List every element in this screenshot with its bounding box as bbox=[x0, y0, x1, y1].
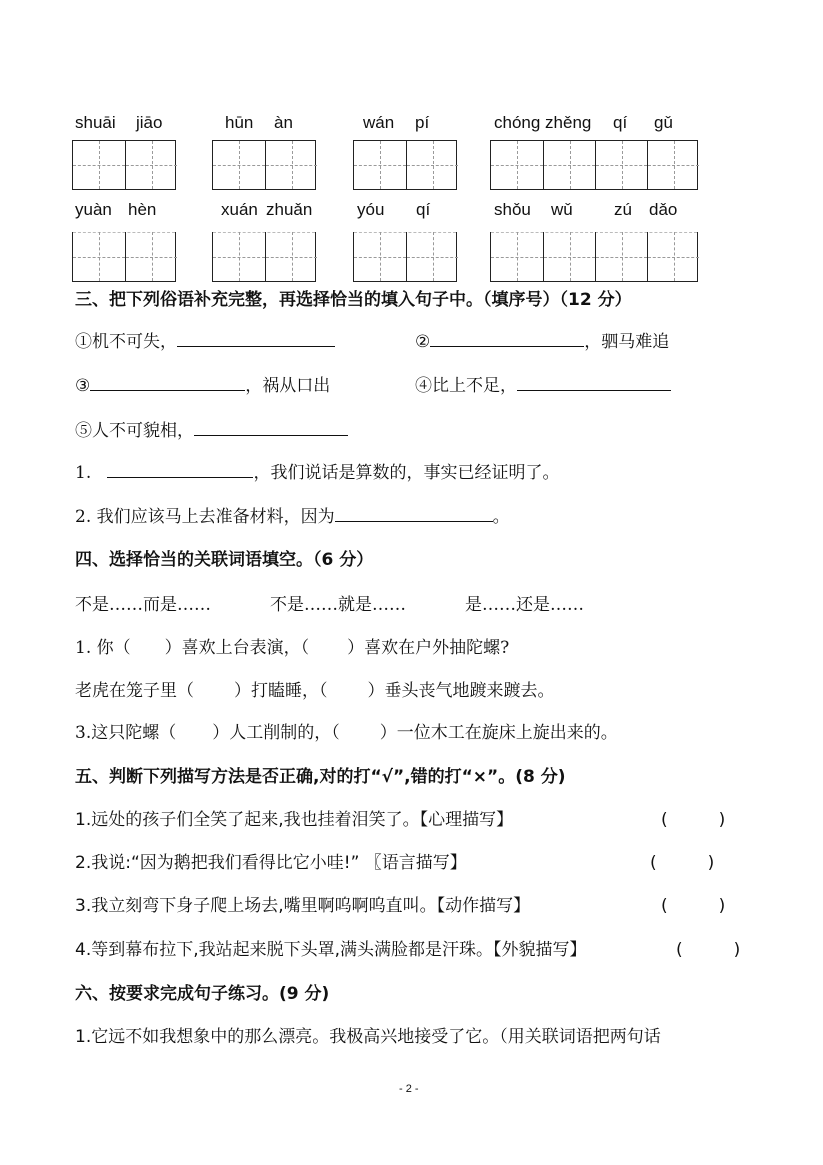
pinyin-text: gǔ bbox=[654, 113, 673, 132]
fill-sentence-2 bbox=[75, 502, 510, 527]
answer-blank[interactable] bbox=[90, 374, 245, 391]
section-6-heading: 六、按要求完成句子练习。(9 分) bbox=[75, 984, 330, 1004]
answer-blank[interactable] bbox=[177, 330, 335, 347]
idiom-item-1 bbox=[75, 327, 335, 352]
writing-grid[interactable] bbox=[490, 140, 698, 190]
idiom-item-3 bbox=[75, 371, 330, 396]
judge-answer-paren[interactable]: ( ) bbox=[661, 896, 726, 916]
idiom-item-2 bbox=[415, 327, 669, 352]
answer-blank[interactable] bbox=[430, 330, 584, 347]
idiom-text: ③ bbox=[75, 376, 91, 396]
judge-item-text: 2.我说:“因为鹅把我们看得比它小哇!” 〖语言描写】 bbox=[75, 853, 467, 873]
pinyin-text: hūn bbox=[225, 113, 254, 132]
idiom-text: ①机不可失， bbox=[75, 332, 177, 352]
pinyin-text: dǎo bbox=[649, 200, 678, 219]
answer-blank[interactable] bbox=[107, 461, 253, 478]
idiom-text: ② bbox=[415, 332, 431, 352]
sentence-exercise-1: 1.它远不如我想象中的那么漂亮。我极高兴地接受了它。（用关联词语把两句话 bbox=[75, 1027, 661, 1047]
answer-blank[interactable] bbox=[194, 419, 348, 436]
pinyin-text: àn bbox=[274, 113, 293, 132]
pinyin-text: wán bbox=[363, 113, 395, 132]
option-pair: 不是……而是…… bbox=[75, 595, 211, 615]
answer-blank[interactable] bbox=[517, 374, 671, 391]
idiom-text: ⑤人不可貌相， bbox=[75, 421, 194, 441]
sentence-number: 1. bbox=[75, 463, 92, 483]
idiom-text: ，驷马难追 bbox=[584, 332, 670, 352]
writing-grid[interactable] bbox=[72, 232, 176, 282]
writing-grid[interactable] bbox=[72, 140, 176, 190]
pinyin-text: hèn bbox=[128, 200, 157, 219]
conjunction-question-2 bbox=[75, 676, 555, 701]
pinyin-text: shǒu bbox=[494, 200, 531, 219]
idiom-text: ④比上不足， bbox=[415, 376, 517, 396]
pinyin-text: yuàn bbox=[75, 200, 112, 219]
question-text: ）人工削制的，（ bbox=[212, 723, 340, 743]
question-text: 3.这只陀螺（ bbox=[75, 723, 177, 743]
question-text: ）打瞌睡，（ bbox=[234, 681, 328, 701]
conjunction-question-3 bbox=[75, 718, 618, 743]
judge-answer-paren[interactable]: ( ) bbox=[650, 853, 715, 873]
section-5-heading: 五、判断下列描写方法是否正确,对的打“√”,错的打“×”。(8 分) bbox=[75, 767, 566, 787]
pinyin-text: yóu bbox=[357, 200, 385, 219]
sentence-text: 。 bbox=[492, 507, 510, 527]
section-4-heading: 四、选择恰当的关联词语填空。（6 分） bbox=[75, 550, 374, 570]
pinyin-text: qí bbox=[613, 113, 628, 132]
writing-grid[interactable] bbox=[490, 232, 698, 282]
conjunction-question-1 bbox=[75, 633, 509, 658]
question-text: ）喜欢上台表演，（ bbox=[164, 638, 310, 658]
pinyin-text: zú bbox=[614, 200, 632, 219]
idiom-item-4 bbox=[415, 371, 671, 396]
sentence-text: 2. 我们应该马上去准备材料，因为 bbox=[75, 507, 335, 527]
judge-item-text: 1.远处的孩子们全笑了起来,我也挂着泪笑了。【心理描写】 bbox=[75, 810, 514, 830]
writing-grid[interactable] bbox=[353, 232, 457, 282]
judge-item-text: 3.我立刻弯下身子爬上场去,嘴里啊呜啊呜直叫。【动作描写】 bbox=[75, 896, 531, 916]
pinyin-text: xuán bbox=[221, 200, 258, 219]
option-pair: 不是……就是…… bbox=[270, 595, 406, 615]
judge-answer-paren[interactable]: ( ) bbox=[661, 810, 726, 830]
pinyin-text: shuāi bbox=[75, 113, 116, 132]
writing-grid[interactable] bbox=[212, 140, 316, 190]
judge-answer-paren[interactable]: ( ) bbox=[676, 940, 741, 960]
sentence-text: ，我们说话是算数的，事实已经证明了。 bbox=[253, 463, 560, 483]
section-3-heading: 三、把下列俗语补充完整，再选择恰当的填入句子中。（填序号）（12 分） bbox=[75, 290, 632, 310]
option-pair: 是……还是…… bbox=[465, 595, 584, 615]
idiom-item-5 bbox=[75, 416, 348, 441]
pinyin-text: wǔ bbox=[551, 200, 573, 219]
pinyin-text: jiāo bbox=[136, 113, 163, 132]
question-text: ）一位木工在旋床上旋出来的。 bbox=[379, 723, 618, 743]
idiom-text: ，祸从口出 bbox=[245, 376, 331, 396]
question-text: 1. 你（ bbox=[75, 638, 131, 658]
judge-item-text: 4.等到幕布拉下,我站起来脱下头罩,满头满脸都是汗珠。【外貌描写】 bbox=[75, 940, 587, 960]
answer-blank[interactable] bbox=[335, 505, 493, 522]
page-number: - 2 - bbox=[399, 1083, 419, 1095]
writing-grid[interactable] bbox=[212, 232, 316, 282]
question-text: ）喜欢在户外抽陀螺? bbox=[347, 638, 510, 658]
pinyin-text: pí bbox=[415, 113, 430, 132]
pinyin-text: zhuǎn bbox=[266, 200, 313, 219]
question-text: 老虎在笼子里（ bbox=[75, 681, 194, 701]
writing-grid[interactable] bbox=[353, 140, 457, 190]
question-text: ）垂头丧气地踱来踱去。 bbox=[367, 681, 555, 701]
pinyin-text: qí bbox=[416, 200, 431, 219]
pinyin-text: chóng zhěng bbox=[494, 113, 592, 132]
fill-sentence-1 bbox=[75, 458, 559, 483]
